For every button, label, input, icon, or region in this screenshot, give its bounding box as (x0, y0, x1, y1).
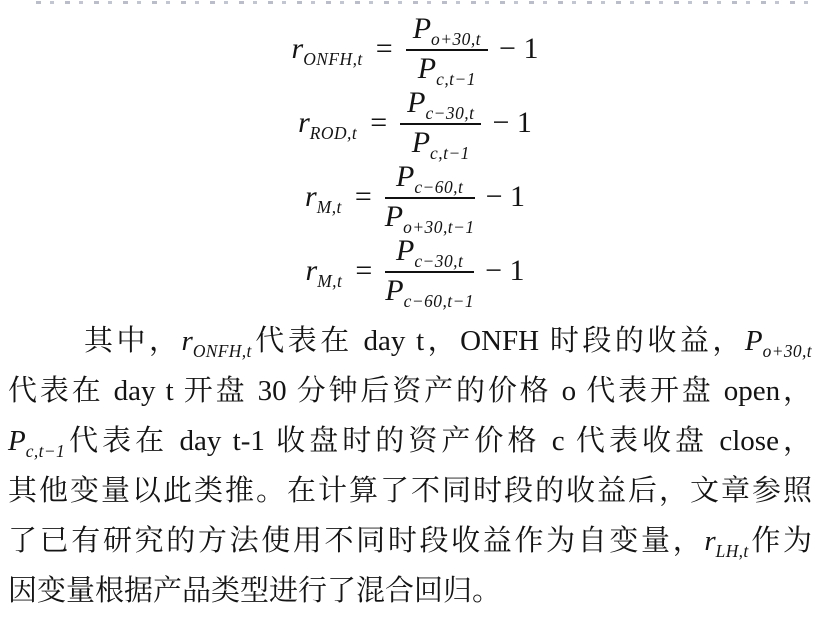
var-subscript: M,t (316, 197, 342, 217)
paragraph-line-4 (8, 466, 812, 516)
inline-math-r-onfh (181, 325, 252, 361)
equals-sign: = (355, 254, 373, 287)
var-base: P (396, 160, 415, 194)
text-run: 代表在 day t，ONFH 时段的收益， (251, 325, 745, 357)
text-run: 了已有研究的方法使用不同时段收益作为自变量， (8, 525, 705, 557)
paragraph-line-2 (8, 366, 812, 416)
var-base: P (417, 52, 437, 85)
text-run: 其他变量以此类推。在计算了不同时段的收益后，文章参照 (8, 475, 812, 507)
fraction-numerator (385, 160, 475, 199)
fraction-denominator (406, 51, 488, 89)
fraction-denominator (384, 199, 475, 237)
fraction-numerator (400, 86, 481, 125)
fraction (385, 234, 475, 311)
var-subscript: M,t (317, 271, 343, 291)
var-subscript: c−60,t (414, 177, 464, 198)
var-base: P (396, 234, 415, 268)
var-base: r (181, 325, 193, 357)
equation-lhs (305, 180, 342, 217)
fraction (384, 160, 475, 237)
var-subscript: c−60,t−1 (403, 291, 475, 311)
paragraph-line-3 (8, 416, 812, 466)
var-subscript: c,t−1 (25, 440, 66, 461)
var-base: P (385, 274, 404, 307)
fraction (406, 12, 488, 89)
equation-m-second (0, 234, 830, 311)
var-base: r (704, 525, 716, 557)
var-subscript: ONFH,t (192, 340, 252, 361)
equation-lhs (298, 106, 358, 143)
var-base: P (412, 12, 432, 46)
equals-sign: = (354, 180, 372, 213)
var-subscript: c,t−1 (430, 143, 470, 163)
var-subscript: o+30,t (431, 29, 482, 50)
minus-one-term: − 1 (485, 180, 525, 213)
var-subscript: o+30,t−1 (403, 217, 475, 237)
text-run: 作为 (748, 525, 812, 557)
fraction-denominator (385, 273, 475, 311)
var-subscript: o+30,t (762, 340, 812, 361)
var-subscript: ROD,t (309, 123, 358, 143)
inline-math-p-ct1 (8, 425, 66, 461)
var-base: P (744, 325, 763, 357)
var-base: r (305, 180, 317, 213)
equation-onfh (0, 12, 830, 89)
var-subscript: LH,t (715, 540, 749, 561)
fraction-denominator (400, 125, 481, 163)
var-base: P (407, 86, 426, 120)
equation-lhs (291, 32, 363, 69)
equation-rod (0, 86, 830, 163)
var-subscript: c−30,t (414, 251, 464, 272)
var-base: P (411, 126, 431, 159)
text-run: 其中， (84, 325, 182, 357)
document-page (0, 1, 830, 626)
minus-one-term: − 1 (485, 254, 525, 287)
equation-lhs (305, 254, 343, 291)
fraction (400, 86, 481, 163)
var-subscript: c,t−1 (436, 69, 476, 89)
fraction-numerator (406, 12, 488, 51)
inline-math-p-o30 (744, 325, 812, 361)
var-subscript: c−30,t (425, 103, 475, 124)
inline-math-r-lh (704, 525, 749, 561)
var-base: r (298, 106, 310, 139)
paragraph-line-1 (8, 316, 812, 366)
text-run: 代表在 day t-1 收盘时的资产价格 c 代表收盘 close， (65, 425, 812, 457)
var-subscript: ONFH,t (303, 49, 363, 69)
var-base: P (8, 425, 26, 457)
var-base: r (291, 32, 304, 65)
fraction-numerator (385, 234, 474, 273)
equation-m-first (0, 160, 830, 237)
minus-one-term: − 1 (492, 106, 532, 139)
text-run: 代表在 day t 开盘 30 分钟后资产的价格 o 代表开盘 open， (8, 375, 812, 407)
minus-one-term: − 1 (499, 32, 539, 65)
equals-sign: = (370, 106, 388, 139)
var-base: r (305, 254, 318, 287)
equation-block (0, 7, 830, 311)
text-run: 因变量根据产品类型进行了混合回归。 (8, 575, 502, 607)
var-base: P (384, 200, 404, 233)
body-paragraph (0, 308, 830, 616)
equals-sign: = (375, 32, 393, 65)
clipped-text-remnant (36, 1, 818, 4)
paragraph-line-6 (8, 566, 812, 616)
paragraph-line-5 (8, 516, 812, 566)
